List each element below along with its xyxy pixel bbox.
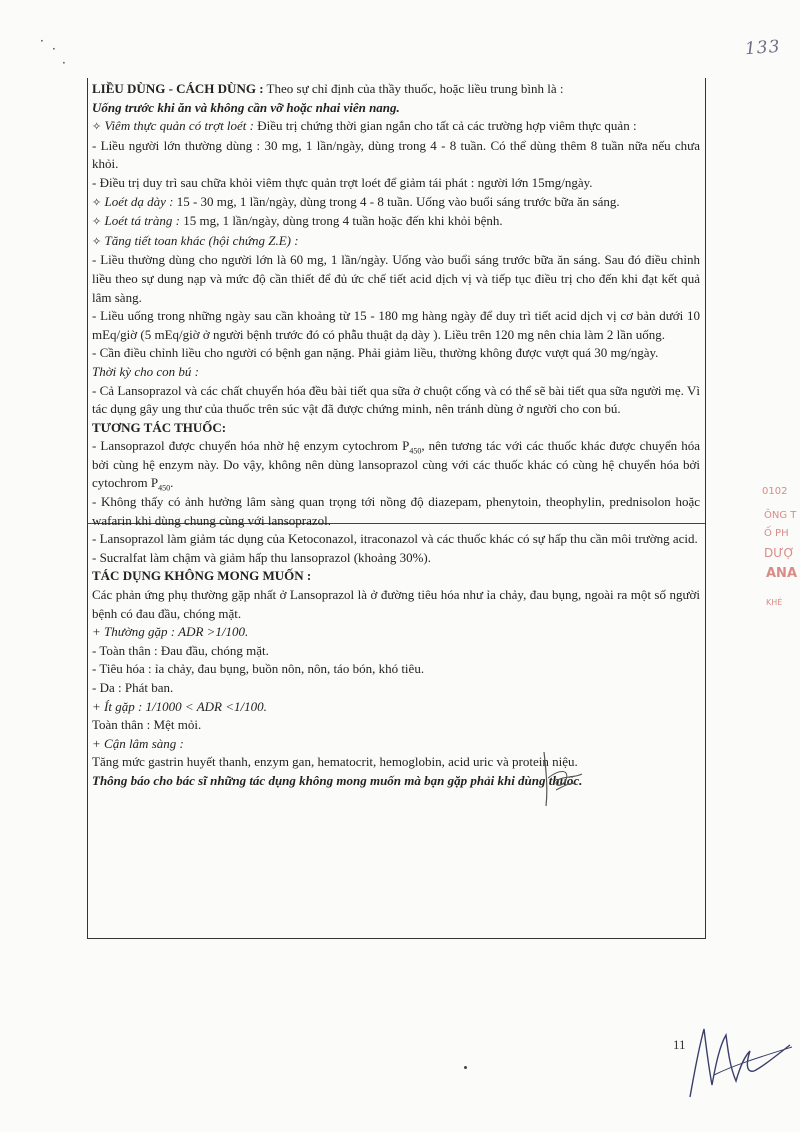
dosage-instruction: Uống trước khi ăn và không cần vỡ hoặc nhai viên nang.: [92, 99, 400, 115]
stamp-text: DƯỢ: [764, 546, 795, 560]
handwritten-initial: [536, 750, 596, 810]
dosage-item-title: Tăng tiết toan khác (hội chứng Z.E) :: [104, 232, 299, 248]
stamp-text: Ố PH: [764, 528, 789, 539]
dosage-item: - Liều người lớn thường dùng : 30 mg, 1 lần/ngày, dùng trong 4 - 8 tuần. Có thể dùng thêm 8 tuần nữa nếu chưa khỏi.: [92, 137, 700, 172]
side-effects-intro: Các phản ứng phụ thường gặp nhất ở Lansoprazol là ở đường tiêu hóa như ỉa chảy, đau bụng, ngoài ra một số người bệnh có đau đầu, chóng mặt.: [92, 587, 700, 621]
corner-mark: ·: [62, 56, 66, 70]
side-effects-heading: TÁC DỤNG KHÔNG MONG MUỐN :: [92, 568, 312, 584]
interaction-paragraph: [92, 437, 700, 493]
dosage-item-title: Viêm thực quản có trợt loét :: [104, 118, 255, 134]
rare-effects-title: + Ít gặp : 1/1000 < ADR <1/100.: [92, 698, 267, 714]
dosage-item-text: 15 - 30 mg, 1 lần/ngày, dùng trong 4 - 8 tuần. Uống vào buổi sáng trước bữa ăn sáng.: [173, 193, 620, 209]
stamp-text: 0102: [762, 486, 788, 497]
corner-mark: ·: [52, 42, 56, 56]
diamond-bullet-icon: ✧: [92, 196, 102, 209]
dosage-item: - Liều thường dùng cho người lớn là 60 mg, 1 lần/ngày. Uống vào buổi sáng trước bữa ăn sáng. Sau đó điều chỉnh liều theo sự dung nạp và mức độ cần thiết để đủ ức chế tiết acid dịch vị và tiếp tục điều trị cho đến khi đạt kết quả lâm sàng.: [92, 252, 700, 305]
dosage-item: [92, 212, 700, 232]
dosage-heading: LIỀU DÙNG - CÁCH DÙNG :: [92, 81, 264, 96]
dosage-item: - Cần điều chỉnh liều cho người có bệnh gan nặng. Phải giảm liều, thường không được vượt quá 30 mg/ngày.: [92, 345, 659, 361]
lab-effect-item: Tăng mức gastrin huyết thanh, enzym gan, hematocrit, hemoglobin, acid uric và protein niệu.: [92, 754, 578, 770]
dosage-item: [92, 232, 700, 252]
dot-mark: [464, 1066, 467, 1069]
subscript: 450: [409, 446, 422, 456]
dosage-item: [92, 193, 700, 213]
diamond-bullet-icon: ✧: [92, 216, 102, 229]
dosage-item-text: 15 mg, 1 lần/ngày, dùng trong 4 tuần hoặc đến khi khỏi bệnh.: [179, 213, 503, 229]
dosage-item-title: Loét dạ dày :: [104, 193, 174, 209]
stamp-text: ANA: [766, 566, 798, 581]
dosage-item-text: Điều trị chứng thời gian ngắn cho tất cả các trường hợp viêm thực quản :: [254, 118, 637, 134]
document-body: [92, 80, 700, 791]
dosage-item: [92, 117, 700, 137]
interaction-paragraph: - Lansoprazol làm giảm tác dụng của Ketoconazol, itraconazol và các thuốc khác có sự hấp thu cần môi trường acid.: [92, 531, 698, 547]
interaction-text: , nên tương tác với các thuốc khác được chuyển hóa bởi cùng hệ enzym này. Do vậy, không nên dùng lansoprazol cùng với các thuốc khác có cùng hệ chuyển hóa bởi cytochrom P: [92, 438, 700, 491]
breastfeeding-text: - Cả Lansoprazol và các chất chuyển hóa đều bài tiết qua sữa ở chuột cống và có thể sẽ bài tiết qua sữa người mẹ. Vì tác dụng gây ung thư của thuốc trên súc vật đã được chứng minh, nên tránh dùng ở người cho con bú.: [92, 382, 700, 417]
dosage-intro: Theo sự chỉ định của thầy thuốc, hoặc liều trung bình là :: [263, 81, 564, 96]
handwritten-page-number: 133: [744, 36, 782, 60]
dosage-item: - Liều uống trong những ngày sau cần khoảng từ 15 - 180 mg hàng ngày để duy trì tiết acid dịch vị cơ bản dưới 10 mEq/giờ (5 mEq/giờ ở người bệnh trước đó có phẫu thuật dạ dày ). Liều trên 120 mg nên chia làm 2 lần uống.: [92, 308, 700, 342]
dosage-item-title: Loét tá tràng :: [104, 213, 180, 229]
lab-effects-title: + Cận lâm sàng :: [92, 735, 184, 751]
corner-mark: ·: [40, 34, 44, 48]
common-effects-title: + Thường gặp : ADR >1/100.: [92, 624, 249, 640]
interaction-paragraph: - Không thấy có ảnh hưởng lâm sàng quan trọng tới nồng độ diazepam, phenytoin, theophylin, prednisolon hoặc wafarin khi dùng chung cùng với lansoprazol.: [92, 494, 700, 528]
interaction-paragraph: - Sucralfat làm chậm và giảm hấp thu lansoprazol (khoảng 30%).: [92, 549, 431, 565]
red-stamp: [758, 480, 800, 640]
subscript: 450: [158, 484, 171, 494]
rare-effect-item: Toàn thân : Mệt mỏi.: [92, 717, 202, 733]
diamond-bullet-icon: ✧: [92, 235, 102, 248]
diamond-bullet-icon: ✧: [92, 121, 102, 134]
common-effect-item: - Da : Phát ban.: [92, 680, 174, 695]
stamp-text: KHÉ: [766, 598, 783, 607]
common-effect-item: - Toàn thân : Đau đầu, chóng mặt.: [92, 642, 269, 658]
stamp-text: ÔNG T: [764, 510, 797, 521]
breastfeeding-title: Thời kỳ cho con bú :: [92, 363, 199, 379]
dosage-item: - Điều trị duy trì sau chữa khỏi viêm thực quản trợt loét để giảm tái phát : người lớn 15mg/ngày.: [92, 174, 593, 190]
common-effect-item: - Tiêu hóa : ỉa chảy, đau bụng, buồn nôn, nôn, táo bón, khó tiêu.: [92, 661, 425, 677]
interaction-text: .: [170, 475, 174, 491]
interaction-text: - Lansoprazol được chuyển hóa nhờ hệ enzym cytochrom P: [92, 438, 410, 454]
interactions-heading: TƯƠNG TÁC THUỐC:: [92, 419, 227, 435]
dosage-heading-line: [92, 80, 700, 99]
notice-text: Thông báo cho bác sĩ những tác dụng không mong muốn mà bạn gặp phải khi dùng thuốc.: [92, 772, 583, 788]
signature: [684, 1015, 796, 1105]
page-number: 11: [673, 1037, 686, 1052]
